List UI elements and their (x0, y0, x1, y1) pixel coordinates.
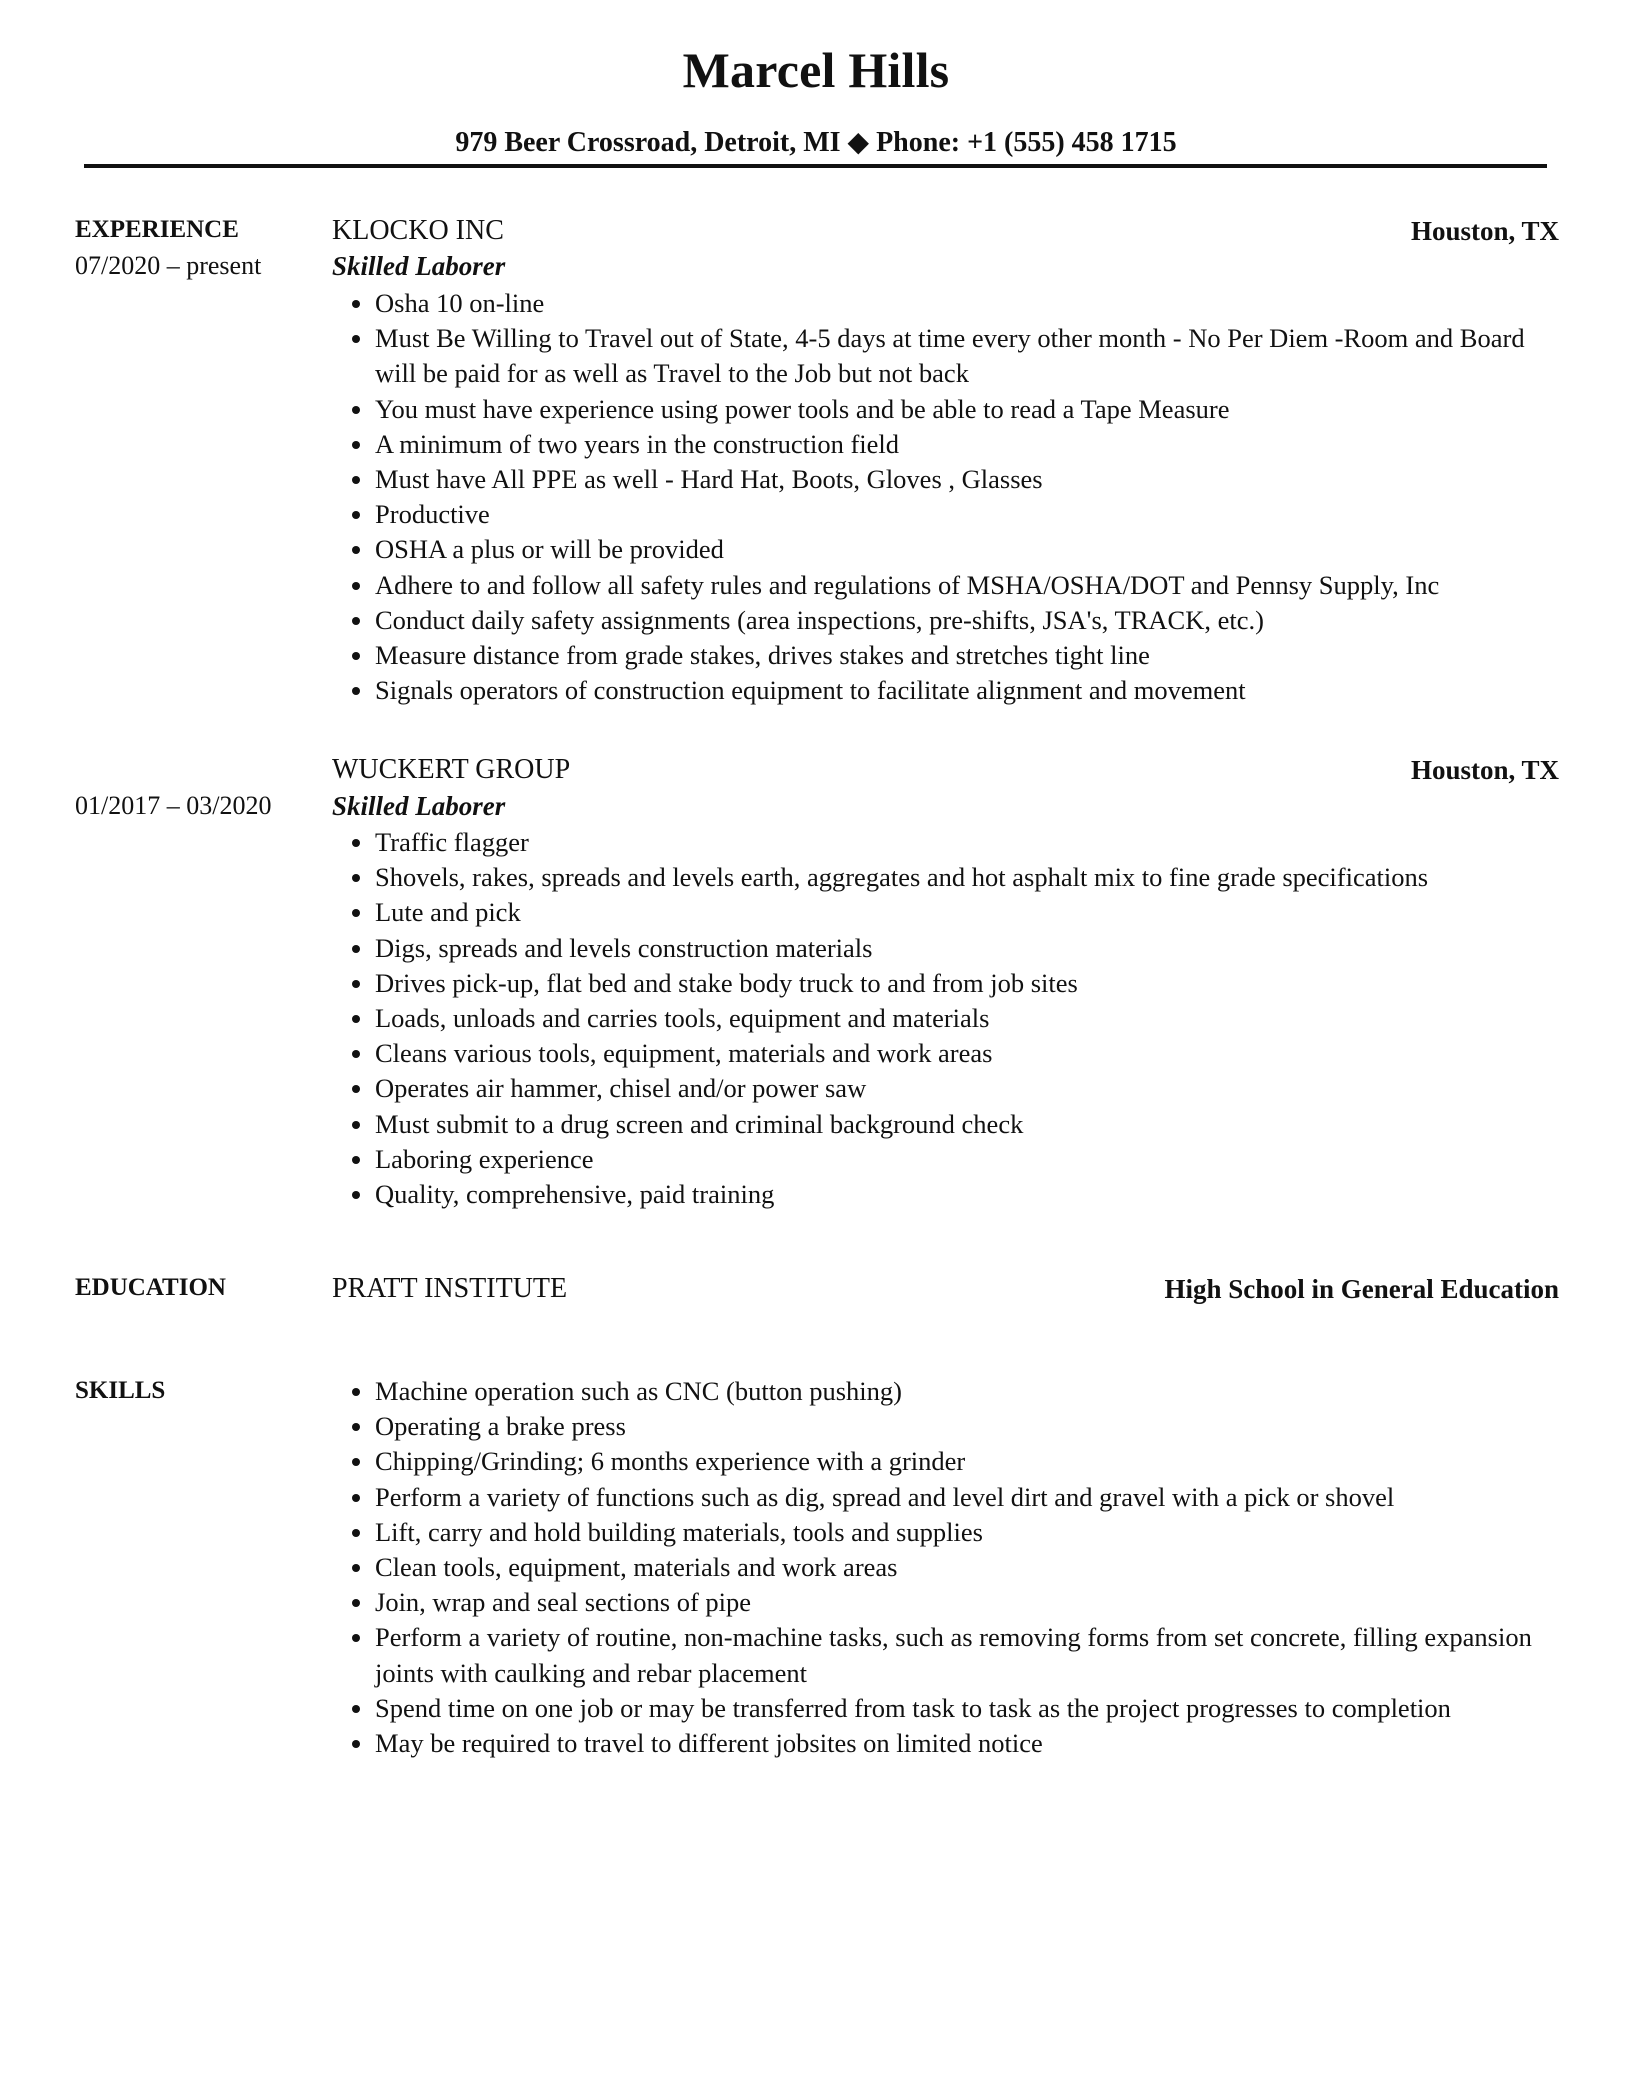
job-1-location: Houston, TX (1410, 216, 1559, 246)
job-2-bullet: Cleans various tools, equipment, materials and work areas (332, 1036, 1562, 1071)
job-1-bullet: Must Be Willing to Travel out of State, 4-5 days at time every other month - No Per Diem -Room and Board will be paid for as well as Travel to the Job but not back (332, 321, 1562, 391)
skill-item: May be required to travel to different jobsites on limited notice (332, 1726, 1562, 1761)
job-1-bullet: A minimum of two years in the construction field (332, 427, 1562, 462)
job-1-bullet: OSHA a plus or will be provided (332, 532, 1562, 567)
job-1-title: Skilled Laborer (332, 251, 506, 281)
skill-item: Chipping/Grinding; 6 months experience with a grinder (332, 1444, 1562, 1479)
job-1-bullet: Must have All PPE as well - Hard Hat, Boots, Gloves , Glasses (332, 462, 1562, 497)
job-2-bullet: Lute and pick (332, 895, 1562, 930)
skill-item: Spend time on one job or may be transferred from task to task as the project progresses to completion (332, 1691, 1562, 1726)
job-2-bullet: Operates air hammer, chisel and/or power saw (332, 1071, 1562, 1106)
education-degree: High School in General Education (1164, 1274, 1559, 1304)
job-2-bullet-list (332, 825, 1562, 1212)
job-1-bullet: You must have experience using power tools and be able to read a Tape Measure (332, 392, 1562, 427)
skills-list (332, 1374, 1562, 1761)
skill-item: Lift, carry and hold building materials, tools and supplies (332, 1515, 1562, 1550)
education-school: PRATT INSTITUTE (332, 1273, 568, 1304)
job-1-bullet-list (332, 286, 1562, 708)
job-2-bullet: Laboring experience (332, 1142, 1562, 1177)
job-1-company: KLOCKO INC (332, 215, 504, 246)
job-2-bullet: Digs, spreads and levels construction materials (332, 931, 1562, 966)
experience-heading: EXPERIENCE (75, 216, 239, 243)
job-2-bullet: Quality, comprehensive, paid training (332, 1177, 1562, 1212)
header-divider (84, 164, 1547, 168)
job-2-company: WUCKERT GROUP (332, 754, 571, 785)
skill-item: Operating a brake press (332, 1409, 1562, 1444)
candidate-name: Marcel Hills (682, 42, 950, 98)
skill-item: Machine operation such as CNC (button pushing) (332, 1374, 1562, 1409)
job-2-bullet: Traffic flagger (332, 825, 1562, 860)
job-2-bullet: Must submit to a drug screen and criminal background check (332, 1107, 1562, 1142)
job-1-bullet: Measure distance from grade stakes, drives stakes and stretches tight line (332, 638, 1562, 673)
skill-item: Perform a variety of functions such as dig, spread and level dirt and gravel with a pick or shovel (332, 1480, 1562, 1515)
education-heading: EDUCATION (75, 1274, 226, 1301)
job-2-bullet: Shovels, rakes, spreads and levels earth, aggregates and hot asphalt mix to fine grade specifications (332, 860, 1562, 895)
job-1-dates: 07/2020 – present (75, 251, 262, 280)
job-1-bullet: Signals operators of construction equipment to facilitate alignment and movement (332, 673, 1562, 708)
job-2-bullet: Loads, unloads and carries tools, equipment and materials (332, 1001, 1562, 1036)
contact-line: 979 Beer Crossroad, Detroit, MI ◆ Phone: +1 (555) 458 1715 (455, 127, 1177, 158)
job-2-location: Houston, TX (1410, 755, 1559, 785)
job-1-bullet: Conduct daily safety assignments (area inspections, pre-shifts, JSA's, TRACK, etc.) (332, 603, 1562, 638)
skills-heading: SKILLS (75, 1377, 166, 1404)
job-2-dates: 01/2017 – 03/2020 (75, 791, 272, 820)
job-1-bullet: Osha 10 on-line (332, 286, 1562, 321)
skill-item: Join, wrap and seal sections of pipe (332, 1585, 1562, 1620)
job-2-bullet: Drives pick-up, flat bed and stake body truck to and from job sites (332, 966, 1562, 1001)
job-1-bullet: Productive (332, 497, 1562, 532)
skill-item: Clean tools, equipment, materials and work areas (332, 1550, 1562, 1585)
job-2-title: Skilled Laborer (332, 791, 506, 821)
skill-item: Perform a variety of routine, non-machine tasks, such as removing forms from set concrete, filling expansion joints with caulking and rebar placement (332, 1620, 1562, 1690)
job-1-bullet: Adhere to and follow all safety rules and regulations of MSHA/OSHA/DOT and Pennsy Supply, Inc (332, 568, 1562, 603)
